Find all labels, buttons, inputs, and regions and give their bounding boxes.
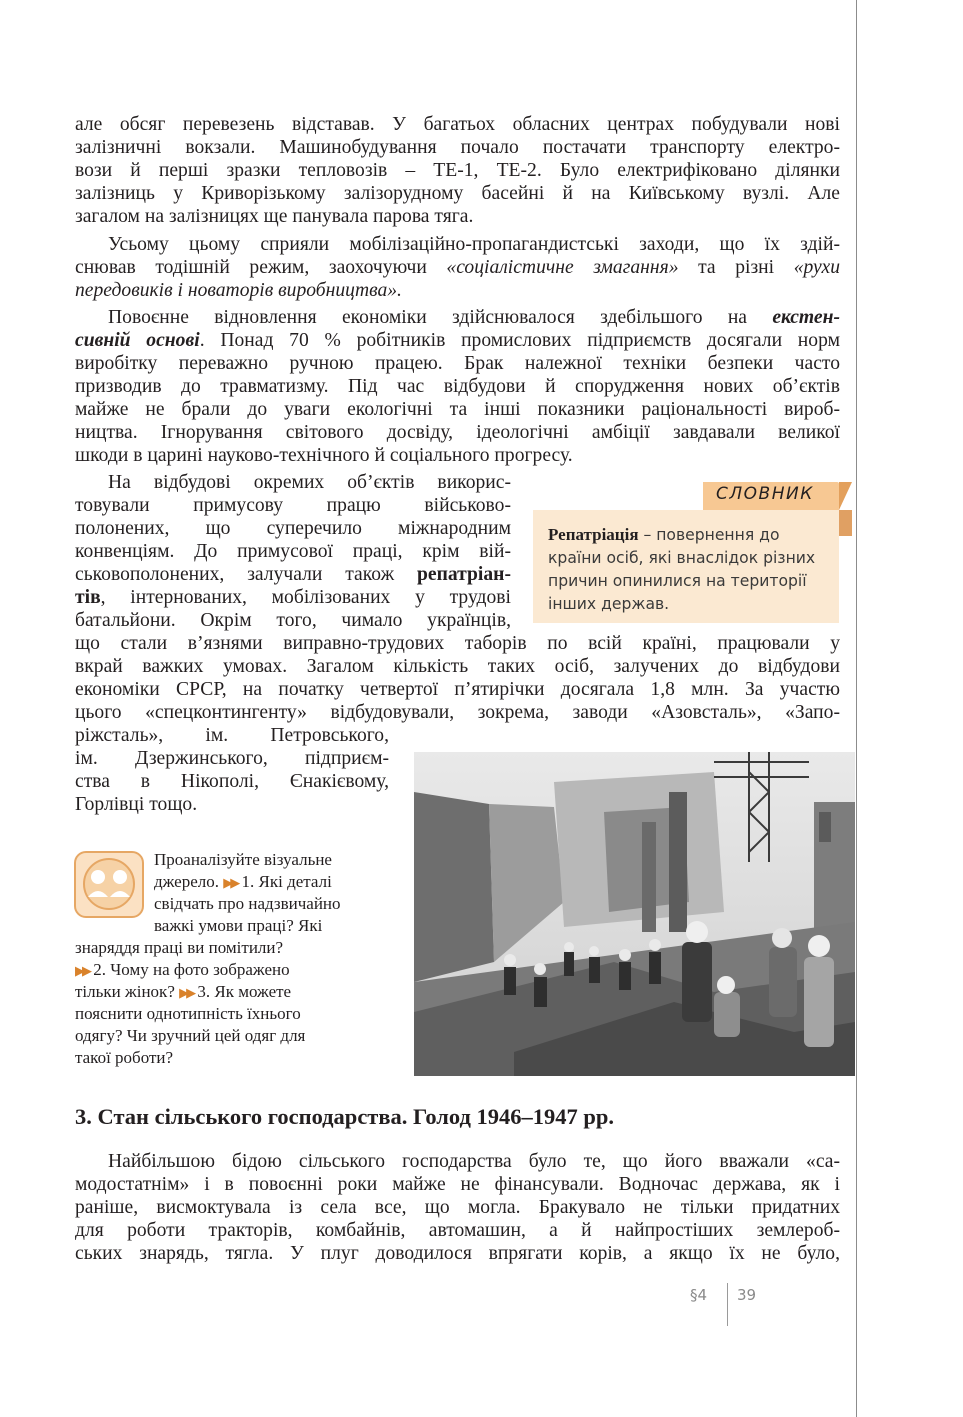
analysis-task-icon [74,851,144,918]
task-line: Проаналізуйте візуальне [154,850,332,869]
section-heading: 3. Стан сільського господарства. Голод 1946–1947 рр. [75,1104,615,1129]
text-line: що стали в’язнями виправно-трудових таборів по всій країні, працювали у [75,633,840,654]
text-line: шкоди в царині науково-технічного й соціального прогресу. [75,445,573,466]
task-line: джерело. ▶▶ 1. Які деталі [154,872,332,891]
text-line: тів, інтернованих, мобілізованих у трудові [75,587,511,608]
text-line: раніше, висмоктувала із села все, що могла. Бракувало не тільки придатних [75,1197,840,1218]
glossary-tab-side [839,510,852,536]
text-line: залізничні вокзали. Машинобудування почало постачати транспорту електро- [75,137,840,158]
text-line: майже не брали до уваги екологічні та інші показники раціональності вироб- [75,399,840,420]
text-line: загалом на залізницях ще панувала парова тяга. [75,206,474,227]
text-line: для роботи тракторів, комбайнів, автомашин, а й найпростіших землероб- [75,1220,840,1241]
text-line: модостатнім» і в повоєнні роки майже не фінансували. Водночас держава, як і [75,1174,840,1195]
double-arrow-icon: ▶▶ [75,963,89,978]
text-line: ріжсталь», ім. Петровського, [75,725,389,746]
task-line: ▶▶ 2. Чому на фото зображено [75,960,290,979]
text-line: залізниць у Криворізькому залізорудному басейні й на Київському вузлі. Але [75,183,840,204]
term-socialist-competition: «соціалістичне змагання» [446,257,679,278]
task-line: одягу? Чи зручний цей одяг для [75,1026,306,1045]
task-line: свідчать про надзвичайно [154,894,341,913]
double-arrow-icon: ▶▶ [179,985,194,1000]
glossary-title: СЛОВНИК [716,484,814,504]
glossary-term: Репатріація [548,525,639,544]
text-line: вкрай важких умовах. Загалом кількість таких осіб, залучених до відбудови [75,656,840,677]
task-line: тільки жінок? ▶▶ 3. Як можете [75,982,292,1001]
task-line: важкі умови праці? Які [154,916,323,935]
term-repatriates: репатріан- [417,564,511,585]
text-line: Горлівці тощо. [75,794,198,815]
text-line: ства в Нікополі, Єнакієвому, [75,771,389,792]
footer-divider [727,1283,728,1326]
page-edge-rule [856,0,857,1417]
page-number: 39 [737,1286,757,1304]
glossary-definition: Репатріація – повернення до країни осіб, які внаслідок різних причин опинилися на території інших держав. [548,525,816,613]
text-line: снював тодішній режим, заохочуючи «соціалістичне змагання» та різні «рухи [75,257,840,278]
task-line: такої роботи? [75,1048,174,1067]
text-line: Повоєнне відновлення економіки здійснювалося здебільшого на екстен- [108,307,840,328]
text-line: ських знарядь, тягла. У плуг доводилося впрягати корів, а якщо їх не було, [75,1243,840,1264]
text-line: Найбільшою бідою сільського господарства було те, що його вважали «са- [108,1151,840,1172]
text-line: На відбудові окремих об’єктів викорис- [108,472,511,493]
text-line: сивній основі. Понад 70 % робітників промислових підприємств досягали норм [75,330,840,351]
text-line: батальйони. Окрім того, чимало українців, [75,610,511,631]
double-arrow-icon: ▶▶ [223,875,238,890]
text-line: полонених, що суперечило міжнародним [75,518,511,539]
text-line: ськовополонених, залучали також репатріан- [75,564,511,585]
text-line: ництва. Ігнорування світового досвіду, ідеологічні амбіції завдавали великої [75,422,840,443]
text-line: товували примусову працю військово- [75,495,511,516]
text-line: Усьому цьому сприяли мобілізаційно-пропагандистські заходи, що їх здій- [108,234,840,255]
text-line: виробітку переважно ручною працею. Брак належної техніки безпеки часто [75,353,840,374]
term-extensive-basis: сивній основі [75,330,200,351]
task-line: знаряддя праці ви помітили? [75,938,284,957]
historical-photo-women-workers [414,752,855,1076]
text-line: вози й перші зразки тепловозів – ТЕ-1, ТЕ-2. Було електрифіковано ділянки [75,160,840,181]
text-line: економіки СРСР, на початку четвертої п’ятирічки досягала 1,8 млн. За участю [75,679,840,700]
text-line: призводив до травматизму. Під час відбудови й спорудження нових об’єктів [75,376,840,397]
glossary-tab-corner [839,482,852,510]
text-line: конвенціям. До примусової праці, крім вій- [75,541,511,562]
footer-section-number: §4 [690,1286,708,1304]
task-line: пояснити однотипність їхнього [75,1004,301,1023]
text-line: але обсяг перевезень відставав. У багатьох обласних центрах побудували нові [75,114,840,135]
text-line: ім. Дзержинського, підприєм- [75,748,389,769]
text-line: передовиків і новаторів виробництва». [75,280,402,301]
text-line: цього «спецконтингенту» відбудовували, зокрема, заводи «Азовсталь», «Запо- [75,702,840,723]
